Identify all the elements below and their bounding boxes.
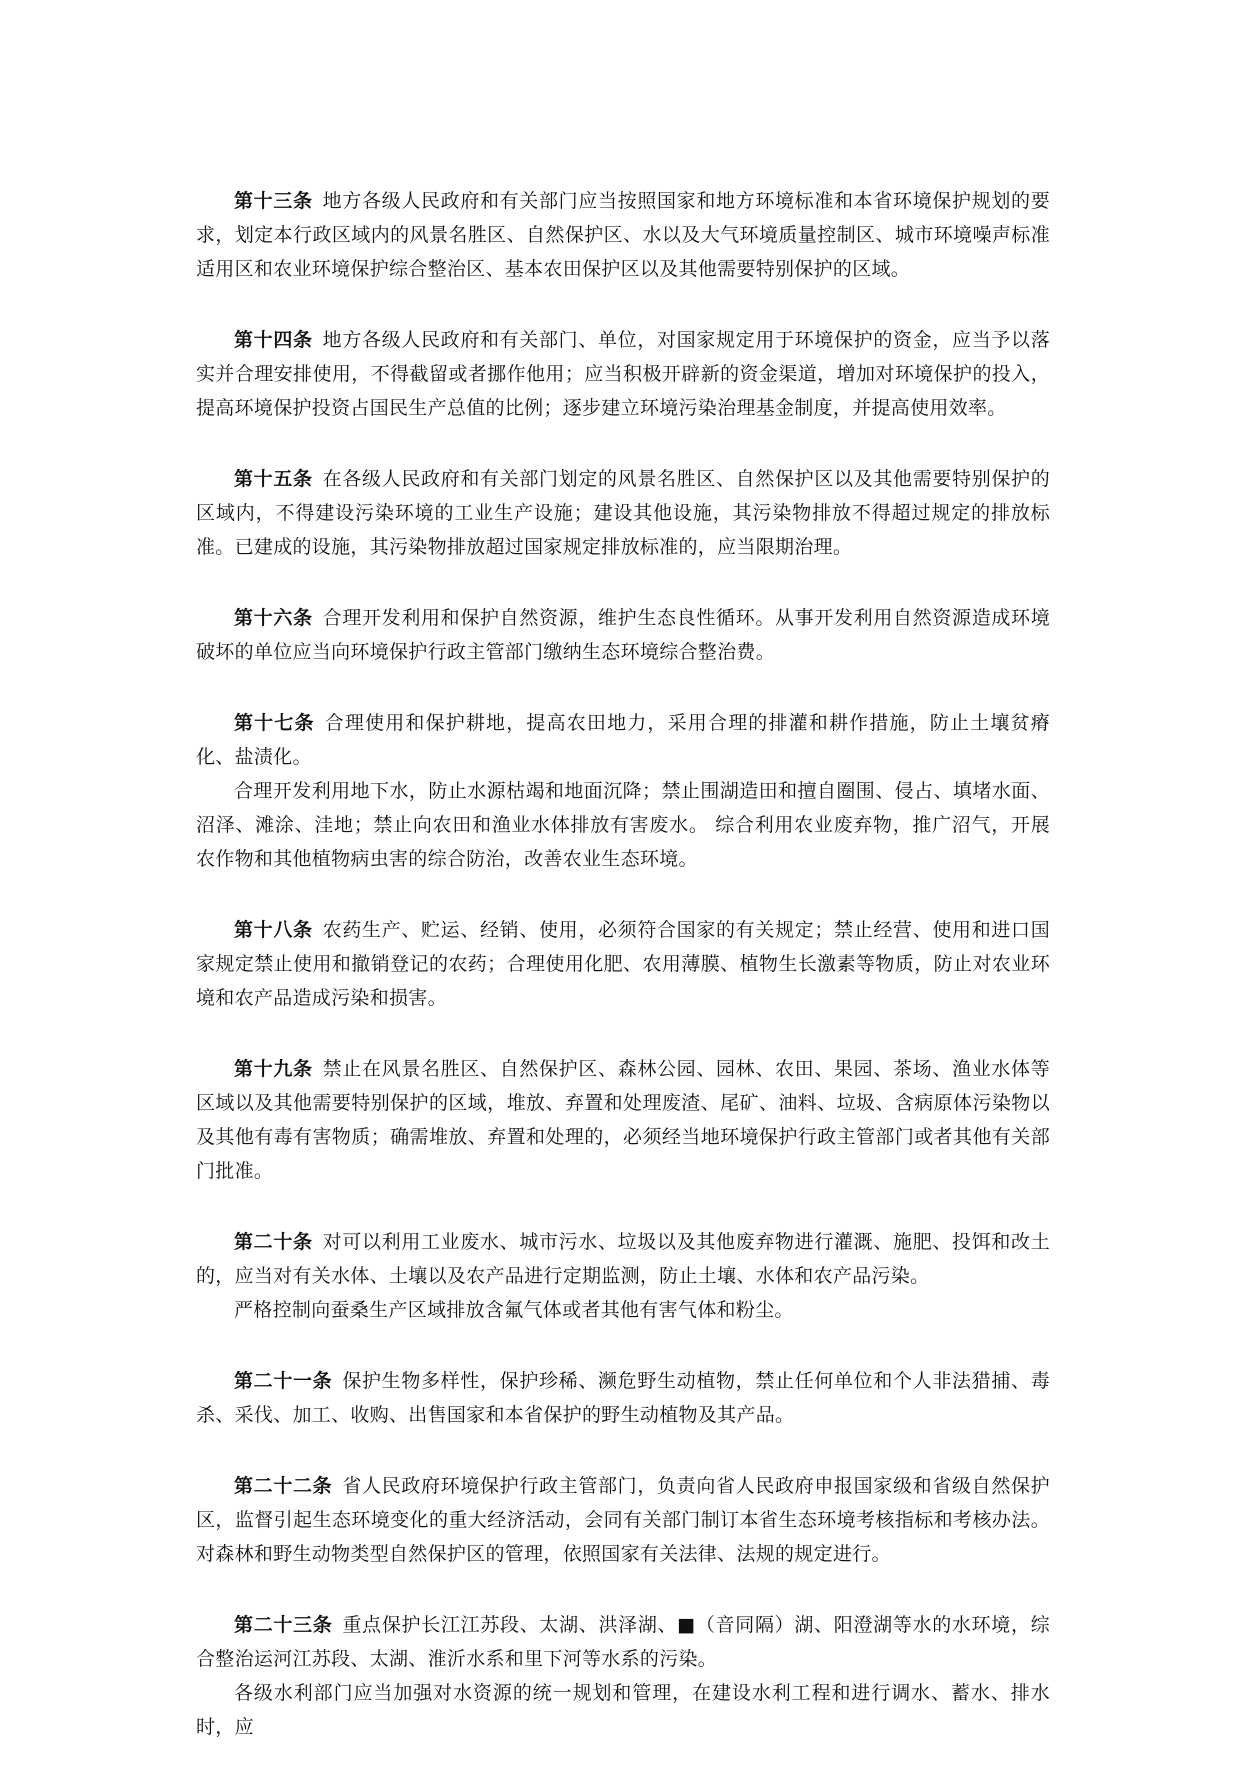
article-paragraph bbox=[196, 601, 1050, 669]
article-paragraph: 严格控制向蚕桑生产区域排放含氟气体或者其他有害气体和粉尘。 bbox=[234, 1299, 794, 1321]
article-paragraph bbox=[196, 1364, 1050, 1432]
article-text: 合理使用和保护耕地，提高农田地力，采用合理的排灌和耕作措施，防止土壤贫瘠化、盐渍化。 bbox=[196, 712, 1050, 768]
article-19 bbox=[196, 1052, 1050, 1188]
article-22 bbox=[196, 1469, 1050, 1571]
article-16 bbox=[196, 601, 1050, 669]
article-title: 第十五条 bbox=[234, 468, 313, 490]
article-paragraph: 各级水利部门应当加强对水资源的统一规划和管理，在建设水利工程和进行调水、蓄水、排水时，应 bbox=[196, 1682, 1050, 1738]
article-paragraph bbox=[196, 1225, 1050, 1293]
article-23 bbox=[196, 1608, 1050, 1744]
article-title: 第十七条 bbox=[234, 712, 315, 734]
article-text: 地方各级人民政府和有关部门、单位，对国家规定用于环境保护的资金，应当予以落实并合理安排使用，不得截留或者挪作他用；应当积极开辟新的资金渠道，增加对环境保护的投入，提高环境保护投资占国民生产总值的比例；逐步建立环境污染治理基金制度，并提高使用效率。 bbox=[196, 329, 1050, 419]
article-title: 第二十一条 bbox=[234, 1370, 333, 1392]
article-paragraph bbox=[196, 1608, 1050, 1676]
article-paragraph bbox=[196, 1469, 1050, 1571]
document-page bbox=[196, 184, 1050, 1781]
article-paragraph bbox=[196, 323, 1050, 425]
article-title: 第十九条 bbox=[234, 1058, 313, 1080]
article-text: 在各级人民政府和有关部门划定的风景名胜区、自然保护区以及其他需要特别保护的区域内，不得建设污染环境的工业生产设施；建设其他设施，其污染物排放不得超过规定的排放标准。已建成的设施，其污染物排放超过国家规定排放标准的，应当限期治理。 bbox=[196, 468, 1050, 558]
article-text: 对可以利用工业废水、城市污水、垃圾以及其他废弃物进行灌溉、施肥、投饵和改土的，应当对有关水体、土壤以及农产品进行定期监测，防止土壤、水体和农产品污染。 bbox=[196, 1231, 1050, 1287]
article-paragraph bbox=[196, 913, 1050, 1015]
article-paragraph: 合理开发利用地下水，防止水源枯竭和地面沉降；禁止围湖造田和擅自圈围、侵占、填堵水面、沼泽、滩涂、洼地；禁止向农田和渔业水体排放有害废水。 综合利用农业废弃物，推广沼气，开展农作物和其他植物病虫害的综合防治，改善农业生态环境。 bbox=[196, 780, 1050, 870]
article-title: 第十六条 bbox=[234, 607, 313, 629]
article-paragraph bbox=[196, 184, 1050, 286]
article-paragraph bbox=[196, 706, 1050, 774]
article-text: 保护生物多样性，保护珍稀、濒危野生动植物，禁止任何单位和个人非法猎捕、毒杀、采伐、加工、收购、出售国家和本省保护的野生动植物及其产品。 bbox=[196, 1370, 1050, 1426]
article-21 bbox=[196, 1364, 1050, 1432]
article-text: 禁止在风景名胜区、自然保护区、森林公园、园林、农田、果园、茶场、渔业水体等区域以及其他需要特别保护的区域，堆放、弃置和处理废渣、尾矿、油料、垃圾、含病原体污染物以及其他有毒有害物质；确需堆放、弃置和处理的，必须经当地环境保护行政主管部门或者其他有关部门批准。 bbox=[196, 1058, 1050, 1182]
article-title: 第十三条 bbox=[234, 190, 313, 212]
article-title: 第十八条 bbox=[234, 919, 313, 941]
article-text: 省人民政府环境保护行政主管部门，负责向省人民政府申报国家级和省级自然保护区，监督引起生态环境变化的重大经济活动，会同有关部门制订本省生态环境考核指标和考核办法。对森林和野生动物类型自然保护区的管理，依照国家有关法律、法规的规定进行。 bbox=[196, 1475, 1050, 1565]
article-title: 第二十二条 bbox=[234, 1475, 333, 1497]
article-paragraph bbox=[196, 462, 1050, 564]
article-text: 重点保护长江江苏段、太湖、洪泽湖、■（音同隔）湖、阳澄湖等水的水环境，综合整治运河江苏段、太湖、淮沂水系和里下河等水系的污染。 bbox=[196, 1614, 1050, 1670]
article-title: 第二十条 bbox=[234, 1231, 313, 1253]
article-text: 合理开发利用和保护自然资源，维护生态良性循环。从事开发利用自然资源造成环境破坏的单位应当向环境保护行政主管部门缴纳生态环境综合整治费。 bbox=[196, 607, 1050, 663]
article-title: 第十四条 bbox=[234, 329, 313, 351]
article-paragraph bbox=[196, 1052, 1050, 1188]
article-15 bbox=[196, 462, 1050, 564]
article-14 bbox=[196, 323, 1050, 425]
article-17 bbox=[196, 706, 1050, 876]
article-title: 第二十三条 bbox=[234, 1614, 333, 1636]
article-text: 地方各级人民政府和有关部门应当按照国家和地方环境标准和本省环境保护规划的要求，划定本行政区域内的风景名胜区、自然保护区、水以及大气环境质量控制区、城市环境噪声标准适用区和农业环境保护综合整治区、基本农田保护区以及其他需要特别保护的区域。 bbox=[196, 190, 1050, 280]
article-20 bbox=[196, 1225, 1050, 1327]
article-18 bbox=[196, 913, 1050, 1015]
article-text: 农药生产、贮运、经销、使用，必须符合国家的有关规定；禁止经营、使用和进口国家规定禁止使用和撤销登记的农药；合理使用化肥、农用薄膜、植物生长激素等物质，防止对农业环境和农产品造成污染和损害。 bbox=[196, 919, 1050, 1009]
article-13 bbox=[196, 184, 1050, 286]
